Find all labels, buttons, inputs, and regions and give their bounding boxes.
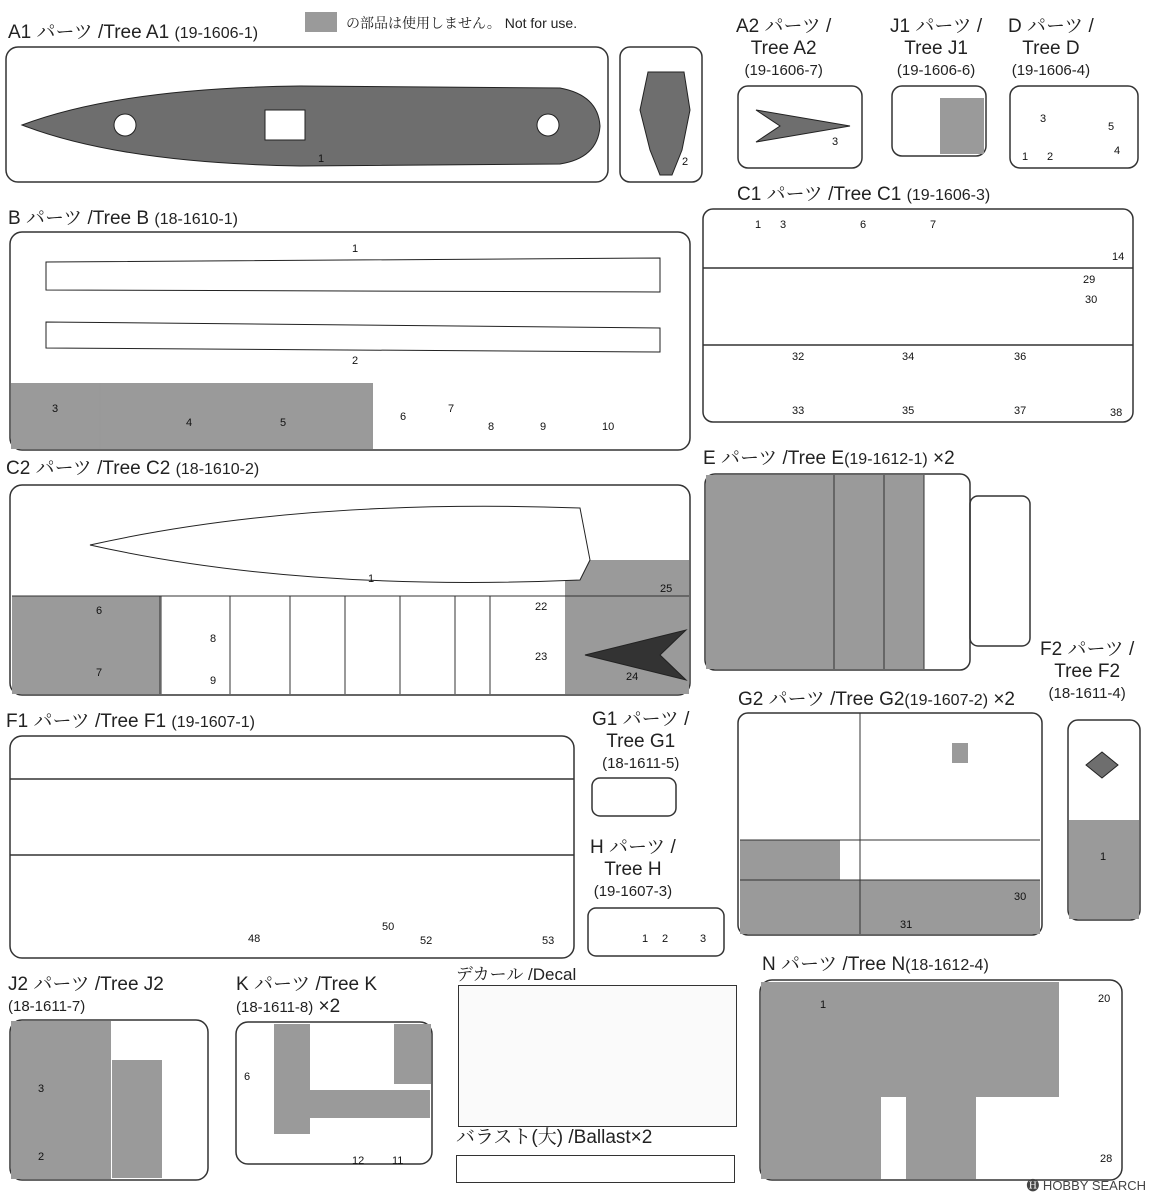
svg-text:8: 8 bbox=[488, 421, 495, 433]
svg-text:7: 7 bbox=[96, 667, 103, 679]
c2-deck-part bbox=[90, 506, 590, 582]
svg-text:33: 33 bbox=[792, 405, 805, 417]
svg-text:7: 7 bbox=[930, 219, 937, 231]
svg-text:3: 3 bbox=[38, 1083, 45, 1095]
tree-g1-title: G1 パーツ / Tree G1 (18-1611-5) bbox=[592, 709, 690, 772]
decal-title: デカール /Decal bbox=[456, 965, 577, 984]
tree-e-title: E パーツ /Tree E(19-1612-1) ×2 bbox=[703, 448, 955, 469]
not-for-use-legend: の部品は使用しません。 Not for use. bbox=[346, 15, 578, 31]
tree-a2-title: A2 パーツ / Tree A2 (19-1606-7) bbox=[736, 16, 832, 79]
tree-f2-title: F2 パーツ / Tree F2 (18-1611-4) bbox=[1040, 639, 1135, 702]
tree-g2-title: G2 パーツ /Tree G2(19-1607-2) ×2 bbox=[738, 689, 1015, 710]
svg-text:23: 23 bbox=[535, 651, 548, 663]
svg-text:3: 3 bbox=[52, 403, 59, 415]
svg-text:34: 34 bbox=[902, 351, 915, 363]
part-number: 1 bbox=[318, 153, 325, 165]
svg-text:29: 29 bbox=[1083, 274, 1096, 286]
svg-text:1: 1 bbox=[1022, 151, 1029, 163]
svg-text:1: 1 bbox=[820, 999, 827, 1011]
svg-text:2: 2 bbox=[38, 1151, 45, 1163]
tree-g1-frame bbox=[592, 778, 676, 816]
tree-e-side-frame bbox=[970, 496, 1030, 646]
svg-text:22: 22 bbox=[535, 601, 548, 613]
watermark: 🅗 HOBBY SEARCH bbox=[1026, 1178, 1146, 1193]
svg-text:9: 9 bbox=[540, 421, 547, 433]
svg-text:36: 36 bbox=[1014, 351, 1027, 363]
tree-j2-title: J2 パーツ /Tree J2 (18-1611-7) bbox=[8, 974, 164, 1015]
svg-text:53: 53 bbox=[542, 935, 555, 947]
svg-text:6: 6 bbox=[96, 605, 103, 617]
tree-h-frame bbox=[588, 908, 724, 956]
svg-text:3: 3 bbox=[700, 933, 707, 945]
svg-text:1: 1 bbox=[368, 573, 375, 585]
svg-text:14: 14 bbox=[1112, 251, 1125, 263]
tree-j1-title: J1 パーツ / Tree J1 (19-1606-6) bbox=[890, 16, 983, 79]
tree-n-title: N パーツ /Tree N(18-1612-4) bbox=[762, 954, 989, 975]
svg-text:10: 10 bbox=[602, 421, 615, 433]
tree-d-title: D パーツ / Tree D (19-1606-4) bbox=[1008, 16, 1094, 79]
svg-text:25: 25 bbox=[660, 583, 673, 595]
svg-text:28: 28 bbox=[1100, 1153, 1113, 1165]
tree-f1-title: F1 パーツ /Tree F1 (19-1607-1) bbox=[6, 711, 255, 732]
f2-part bbox=[1086, 752, 1118, 778]
svg-text:32: 32 bbox=[792, 351, 805, 363]
tree-f1-frame bbox=[10, 736, 574, 958]
svg-text:1: 1 bbox=[755, 219, 762, 231]
svg-text:24: 24 bbox=[626, 671, 639, 683]
svg-text:6: 6 bbox=[244, 1071, 251, 1083]
svg-text:2: 2 bbox=[662, 933, 669, 945]
svg-text:30: 30 bbox=[1014, 891, 1027, 903]
svg-text:4: 4 bbox=[1114, 145, 1121, 157]
svg-text:12: 12 bbox=[352, 1155, 365, 1167]
svg-text:7: 7 bbox=[448, 403, 455, 415]
svg-text:2: 2 bbox=[352, 355, 359, 367]
svg-text:2: 2 bbox=[682, 156, 689, 168]
b-hull-part-2 bbox=[46, 322, 660, 352]
svg-text:2: 2 bbox=[1047, 151, 1054, 163]
svg-text:30: 30 bbox=[1085, 294, 1098, 306]
svg-text:6: 6 bbox=[860, 219, 867, 231]
a1-deck-part bbox=[22, 86, 600, 166]
svg-text:37: 37 bbox=[1014, 405, 1027, 417]
svg-text:35: 35 bbox=[902, 405, 915, 417]
tree-c1-frame bbox=[703, 209, 1133, 422]
ballast-title: バラスト(大) /Ballast×2 bbox=[456, 1127, 653, 1148]
svg-text:4: 4 bbox=[186, 417, 193, 429]
svg-text:5: 5 bbox=[1108, 121, 1115, 133]
tree-h-title: H パーツ / Tree H (19-1607-3) bbox=[590, 837, 676, 900]
b-hull-part-1 bbox=[46, 258, 660, 292]
svg-text:3: 3 bbox=[1040, 113, 1047, 125]
svg-text:11: 11 bbox=[392, 1155, 404, 1167]
svg-text:6: 6 bbox=[400, 411, 407, 423]
svg-text:52: 52 bbox=[420, 935, 433, 947]
svg-text:1: 1 bbox=[352, 243, 359, 255]
svg-text:50: 50 bbox=[382, 921, 395, 933]
tree-c2-title: C2 パーツ /Tree C2 (18-1610-2) bbox=[6, 458, 260, 479]
tree-k-title: K パーツ /Tree K (18-1611-8) ×2 bbox=[236, 974, 378, 1017]
svg-text:31: 31 bbox=[900, 919, 913, 931]
svg-text:48: 48 bbox=[248, 933, 261, 945]
svg-text:3: 3 bbox=[832, 136, 839, 148]
svg-text:5: 5 bbox=[280, 417, 287, 429]
tree-c1-title: C1 パーツ /Tree C1 (19-1606-3) bbox=[737, 184, 991, 205]
tree-a1-title: A1 パーツ /Tree A1 (19-1606-1) bbox=[8, 22, 259, 43]
tree-b-title: B パーツ /Tree B (18-1610-1) bbox=[8, 208, 238, 229]
svg-text:1: 1 bbox=[1100, 851, 1107, 863]
svg-text:1: 1 bbox=[642, 933, 649, 945]
svg-text:20: 20 bbox=[1098, 993, 1111, 1005]
svg-text:38: 38 bbox=[1110, 407, 1123, 419]
svg-text:8: 8 bbox=[210, 633, 217, 645]
svg-text:3: 3 bbox=[780, 219, 787, 231]
svg-text:9: 9 bbox=[210, 675, 217, 687]
